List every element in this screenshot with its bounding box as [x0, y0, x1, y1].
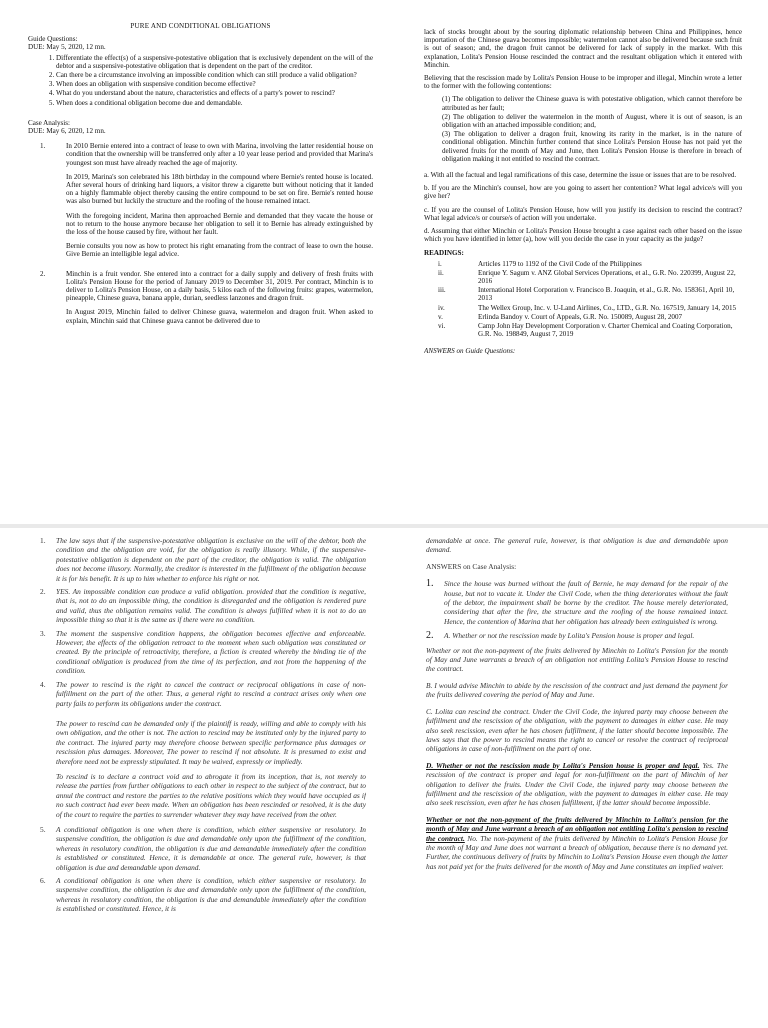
- guide-heading: Guide Questions:: [28, 35, 78, 44]
- case-paragraph: Minchin is a fruit vendor. She entered into a contract for a daily supply and delivery of fresh fruits with Lolita's Pension House for the period of January 2019 to December 31, 2019. Per contract, Minchin is to deliver to Lolita's Pension House, on a daily basis, 5 kilos each of the following fruits: grapes, watermelon, pineapple, Chinese guava, banana apple, durian, seedless lanzones and dragon fruit.: [66, 269, 373, 303]
- guide-answer: 4. The power to rescind is the right to cancel the contract or reciprocal obligations in case of non-fulfillment on the part of the other. Thus, a general right to rescind a contract arises only when one party fails to perform its obligations under the contract.: [40, 679, 366, 708]
- guide-question: 4. What do you understand about the nature, characteristics and effects of a party's power to rescind?: [56, 89, 373, 97]
- case-paragraph: In August 2019, Minchin failed to deliver Chinese guava, watermelon and dragon fruit. When asked to explain, Minchin said that Chinese guava cannot be delivered due to: [66, 308, 373, 325]
- guide-question: 5. When does a conditional obligation become due and demandable.: [56, 99, 373, 107]
- guide-questions-list: [28, 54, 373, 107]
- readings-title: READINGS:: [424, 249, 464, 258]
- readings-list: [424, 260, 742, 339]
- guide-answer: 5. A conditional obligation is one when there is condition, which either suspensive or resolutory. In suspensive condition, the obligation is due and demandable only upon the fulfillment of the condition, whereas in resolutory condition, the obligation is due and demandable immediately after the condition is established or constituted. Hence, it is demandable at once. The general rule, however, is that obligation is due and demandable upon demand.: [40, 824, 366, 872]
- bottom-right-column: [426, 536, 728, 1024]
- question-d: d. Assuming that either Minchin or Lolita's Pension House brought a case against each other based on the issue which you have identified in letter (a), how will you decide the case in your capacity as the judge?: [424, 227, 742, 244]
- answer-paragraph: Whether or not the non-payment of the fruits delivered by Minchin to Lolita's Pension for the month of May and June warrants a breach of an obligation not entitling Lolita's Pension House to rescind the contract.: [426, 645, 728, 674]
- guide-answer: 3. The moment the suspensive condition happens, the obligation becomes effective and enforceable. However, the effects of the obligation retroact to the moment when such obligation was constituted or created. By the principle of retroactivity, therefore, a fiction is created whereby the binding tie of the conditional obligation is produced from the time of its perfection, and not from the happening of the condition.: [40, 628, 366, 676]
- guide-question: 2. Can there be a circumstance involving an impossible condition which can still produce a valid obligation?: [56, 71, 373, 79]
- answer-paragraph: B. I would advise Minchin to abide by the rescission of the contract and just demand the payment for the fruits delivered covering the period of May and June.: [426, 680, 728, 700]
- case-paragraph: lack of stocks brought about by the souring diplomatic relationship between China and Philippines, hence importation of the Chinese guava becomes impossible; watermelon cannot also be delivered because such fruit is out of season; and, the dragon fruit cannot be delivered for lack of supply in the market. With this explanation, Lolita's Pension House rescinded the contract and the resultant obligation which it entered with Minchin.: [424, 28, 742, 69]
- answer-paragraph: The power to rescind can be demanded only if the plaintiff is ready, willing and able to comply with his own obligation, and the other is not. The action to rescind may be instituted only by the injured party to the contract. The injured party may therefore choose between specific performance plus damages or rescission plus damages. Moreover, The power to rescind if not absolute. It is presumed to exist and therefore need not be expressly stipulated. It may be waived, expressly or impliedly.: [56, 718, 366, 766]
- guide-answer: 2. YES. An impossible condition can produce a valid obligation. provided that the condition is negative, that is, not to do an impossible thing, the condition is disregarded and the obligation is rendered pure and valid, thus the obligation remains valid. The condition is always fulfilled when it is not to do an impossible thing so that it is the same as if there were no condition.: [40, 587, 366, 625]
- guide-question: 1. Differentiate the effect(s) of a suspensive-potestative obligation that is exclusively dependent on the will of the debtor and a suspensive-potestative obligation that is dependent on the part of the creditor.: [56, 54, 373, 70]
- bottom-left-column: [40, 536, 366, 1024]
- answer-paragraph: C. Lolita can rescind the contract. Under the Civil Code, the injured party may choose between the fulfillment and the rescission of the obligation, with the payment to damages in either case. He may also seek rescission, even after he has chosen fulfillment, if the latter should become impossible. The laws says that the power to rescind means the right to cancel or resolve the contract of reciprocal obligations in case of non-fulfillment on the part of one.: [426, 706, 728, 754]
- case-paragraph: With the foregoing incident, Marina then approached Bernie and demanded that they vacate the house or not to return to the house anymore because her obligation to sell it to Bernie has already extinguished by the loss of the house caused by fire, without her fault.: [66, 211, 373, 237]
- answer-lead: Whether or not the non-payment of the fruits delivered by Minchin to Lolita's pension for the month of May and June warrant a breach of an obligation not entitling Lolita's pension to rescind the contract.: [426, 814, 728, 843]
- top-right-column: [424, 28, 742, 488]
- case-due: DUE: May 6, 2020, 12 mn.: [28, 127, 106, 136]
- question-c: c. If you are the counsel of Lolita's Pension House, how will you justify its decision to rescind the contract? What legal advice/s or course/s of action will you undertake.: [424, 205, 742, 222]
- answer-paragraph: D. Whether or not the rescission made by Lolita's Pension house is proper and legal. Yes. The rescission of the contract is proper and legal for non-fulfillment on the part of Minchin of her obligation to deliver the fruits. Under the Civil Code, the injured party may choose between the fulfillment and the rescission of the obligation, with the payment to damages in either case. He may also seek rescission, even after he has chosen fulfillment, if the latter should become impossible.: [426, 760, 728, 808]
- guide-due: DUE: May 5, 2020, 12 mn.: [28, 43, 106, 52]
- case-2: 2. Minchin is a fruit vendor. She entered into a contract for a daily supply and delivery of fresh fruits with Lolita's Pension House for the period of January 2019 to December 31, 2019. Per contract, Minchin is to deliver to Lolita's Pension House, on a daily basis, 5 kilos each of the following fruits: grapes, watermelon, pineapple, Chinese guava, banana apple, durian, seedless lanzones and dragon fruit. In August 2019, Minchin failed to deliver Chinese guava, watermelon and dragon fruit. When asked to explain, Minchin said that Chinese guava cannot be delivered due to: [40, 269, 373, 325]
- case-answers-heading: ANSWERS on Case Analysis:: [426, 561, 517, 571]
- answer-paragraph: To rescind is to declare a contract void and to abrogate it from its inception, that is, not merely to release the parties from further obligations to each other in respect to the subject of the contract, but to annul the contract and restore the parties to the relative positions which they would have occupied as if no such contract had ever been made. When an obligation has been rescinded or resolved, it is the duty of the court to require the parties to surrender whatever they may have received from the other.: [56, 771, 366, 819]
- reading-item: v. Erlinda Bandoy v. Court of Appeals, G.R. No. 150089, August 28, 2007: [438, 312, 683, 321]
- answers-guide-heading: ANSWERS on Guide Questions:: [424, 346, 516, 355]
- case-1: 1. In 2010 Bernie entered into a contract of lease to own with Marina, involving the latter residential house on condition that the ownership will be transferred only after a 10 year lease period and provided that Marina's youngest son must have already reached the age of majority. In 2019, Marina's son celebrated his 18th birthday in the compound where Bernie's rented house is located. After several hours of drinking hard liquors, a visitor threw a cigarette butt without noticing that it landed on a highly flammable object thereby causing the entire compound to be set on fire. Bernie's rented house was also burned but luckily the structure and the roofing of the house remained intact. With the foregoing incident, Marina then approached Bernie and demanded that they vacate the house or not to return to the house anymore because her obligation to sell it to Bernie has already extinguished by the loss of the house caused by fire, without her fault. Bernie consults you now as how to protect his right emanating from the contract of lease to own the house. Give Bernie an intelligible legal advice.: [40, 142, 373, 259]
- answer-paragraph: Whether or not the non-payment of the fruits delivered by Minchin to Lolita's pension for the month of May and June warrant a breach of an obligation not entitling Lolita's pension to rescind the contract. No. The non-payment of the fruits delivered by Minchin to Lolita's Pension House for the month of May and June does not warrant a breach of obligation, because there is no demand yet. Further, the continuous delivery of fruits by Minchin to Lolita's Pension House even though the latter has not paid yet for the fruits delivered for the month of May and June constitutes an implied waiver.: [426, 814, 728, 871]
- case-paragraph: Bernie consults you now as how to protect his right emanating from the contract of lease to own the house. Give Bernie an intelligible legal advice.: [66, 242, 373, 259]
- question-a: a. With all the factual and legal ramifications of this case, determine the issue or issues that are to be resolved.: [424, 171, 737, 180]
- question-b: b. If you are the Minchin's counsel, how are you going to assert her contention? What legal advice/s will you give her?: [424, 184, 742, 201]
- case-heading: Case Analysis:: [28, 118, 70, 127]
- reading-item: iv. The Wellex Group, Inc. v. U-Land Airlines, Co., LTD., G.R. No. 167519, January 14, 2015: [438, 303, 737, 312]
- guide-answer: 1. The law says that if the suspensive-potestative obligation is exclusive on the will of the debtor, both the condition and the obligation are void, for the obligation is really illusory. While, if the suspensive-potestative obligation is dependent on the part of the creditor, the obligation is valid. The obligation does not become illusory. Normally, the creditor is interested in the fulfillment of the obligation because it is for his benefit. It is up to him whether to enforce his right or not.: [40, 536, 366, 583]
- top-left-column: [28, 22, 373, 517]
- contention: (1) The obligation to deliver the Chinese guava is with potestative obligation, which cannot therefore be attributed as her fault;: [442, 95, 742, 112]
- case-paragraph: Believing that the rescission made by Lolita's Pension House to be improper and illegal, Minchin wrote a letter to the former with the following contentions:: [424, 74, 742, 91]
- answer-lead: D. Whether or not the rescission made by Lolita's Pension house is proper and legal.: [426, 760, 700, 770]
- contention: (3) The obligation to deliver a dragon fruit, knowing its rarity in the market, is in the nature of conditional obligation. Minchin further contend that since Lolita's Pension House has not paid yet the delivered fruits for the month of May and June, then Lolita's Pension House is therefore in breach of obligation making it not entitled to rescind the contract.: [442, 130, 742, 163]
- guide-question: 3. When does an obligation with suspensive condition become effective?: [56, 80, 373, 88]
- contention: (2) The obligation to deliver the watermelon in the month of August, where it is out of season, is an obligation with an attached impossible condition; and,: [442, 112, 742, 130]
- reading-item: iii. International Hotel Corporation v. Francisco B. Joaquin, et al., G.R. No. 158361, April 10, 2013: [438, 286, 735, 303]
- document-title: PURE AND CONDITIONAL OBLIGATIONS: [130, 22, 271, 30]
- reading-item: vi. Camp John Hay Development Corporation v. Charter Chemical and Coating Corporation, G.R. No. 198849, August 7, 2019: [438, 322, 733, 339]
- reading-item: i. Articles 1179 to 1192 of the Civil Code of the Philippines: [438, 259, 642, 268]
- case-answer-2: 2. A. Whether or not the rescission made by Lolita's Pension house is proper and legal.: [426, 630, 695, 642]
- contentions-list: [424, 95, 742, 163]
- reading-item: ii. Enrique Y. Sagum v. ANZ Global Services Operations, et al., G.R. No. 220399, August 22, 2016: [438, 268, 736, 286]
- page-bottom: [0, 524, 768, 1028]
- case-paragraph: In 2010 Bernie entered into a contract of lease to own with Marina, involving the latter residential house on condition that the ownership will be transferred only after a 10 year lease period and provided that Marina's youngest son must have already reached the age of majority.: [66, 142, 373, 167]
- case-answer-1: 1. Since the house was burned without the fault of Bernie, he may demand for the repair of the house, but not to vacate it. Under the Civil Code, when the thing deteriorates without the fault of the debtor, the impairment shall be borne by the creditor. The house merely deteriorated, considering that after the fire, the structure and the roofing of the house remained intact. Hence, the contention of Marina that her obligation has already been extinguished is wrong.: [426, 578, 728, 626]
- guide-answer: 6. A conditional obligation is one when there is condition, which either suspensive or resolutory. In suspensive condition, the obligation is due and demandable only upon the fulfillment of the condition, whereas in resolutory condition, the obligation is due and demandable immediately after the condition is established or constituted. Hence, it is: [40, 876, 366, 914]
- case-paragraph: In 2019, Marina's son celebrated his 18th birthday in the compound where Bernie's rented house is located. After several hours of drinking hard liquors, a visitor threw a cigarette butt without noticing that it landed on a highly flammable object thereby causing the entire compound to be set on fire. Bernie's rented house was also burned but luckily the structure and the roofing of the house remained intact.: [66, 172, 373, 206]
- answer-paragraph: demandable at once. The general rule, however, is that obligation is due and demandable upon demand.: [426, 536, 728, 555]
